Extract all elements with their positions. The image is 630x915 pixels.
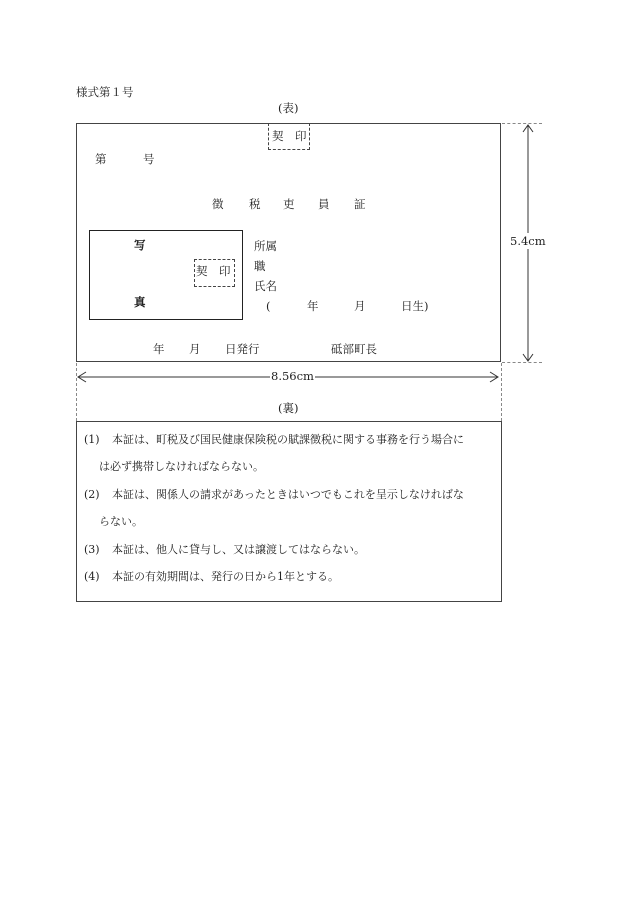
note-1-number: (1) bbox=[84, 433, 100, 446]
note-1-line-2: は必ず携帯しなければならない。 bbox=[99, 460, 264, 473]
issuer: 砥部町長 bbox=[331, 342, 377, 356]
note-4-line-1: 本証の有効期間は、発行の日から1年とする。 bbox=[112, 570, 339, 583]
photo-char-1: 写 bbox=[134, 238, 146, 252]
height-dimension-label: 5.4cm bbox=[510, 234, 546, 248]
title-char-1: 徴 bbox=[212, 197, 224, 211]
front-side-label: (表) bbox=[278, 101, 299, 115]
photo-char-2: 真 bbox=[134, 295, 146, 309]
issue-year: 年 bbox=[153, 342, 165, 356]
issue-month: 月 bbox=[189, 342, 201, 356]
field-affiliation: 所属 bbox=[254, 239, 277, 253]
note-4-number: (4) bbox=[84, 570, 100, 583]
birth-open-paren: ( bbox=[266, 299, 271, 313]
birth-year: 年 bbox=[307, 299, 319, 313]
note-3-number: (3) bbox=[84, 543, 100, 556]
issue-day: 日発行 bbox=[225, 342, 260, 356]
width-dimension-label: 8.56cm bbox=[271, 369, 314, 383]
back-side-label: (裏) bbox=[278, 401, 299, 415]
top-seal-char-1: 契 bbox=[272, 129, 284, 143]
note-1-line-1: 本証は、町税及び国民健康保険税の賦課徴税に関する事務を行う場合に bbox=[112, 433, 464, 446]
note-2-line-2: らない。 bbox=[99, 515, 143, 528]
note-3-line-1: 本証は、他人に貸与し、又は譲渡してはならない。 bbox=[112, 543, 365, 556]
photo-seal-char-2: 印 bbox=[219, 264, 231, 278]
field-position: 職 bbox=[254, 259, 266, 273]
title-char-5: 証 bbox=[354, 197, 366, 211]
top-seal-char-2: 印 bbox=[295, 129, 307, 143]
birth-day: 日生) bbox=[401, 299, 429, 313]
title-char-3: 吏 bbox=[283, 197, 295, 211]
number-suffix: 号 bbox=[143, 152, 155, 166]
birth-month: 月 bbox=[354, 299, 366, 313]
note-2-number: (2) bbox=[84, 488, 100, 501]
photo-seal-char-1: 契 bbox=[196, 264, 208, 278]
title-char-2: 税 bbox=[249, 197, 261, 211]
number-prefix: 第 bbox=[95, 152, 107, 166]
note-2-line-1: 本証は、関係人の請求があったときはいつでもこれを呈示しなければな bbox=[112, 488, 464, 501]
title-char-4: 員 bbox=[318, 197, 330, 211]
form-number: 様式第１号 bbox=[76, 85, 134, 99]
field-name: 氏名 bbox=[254, 279, 277, 293]
